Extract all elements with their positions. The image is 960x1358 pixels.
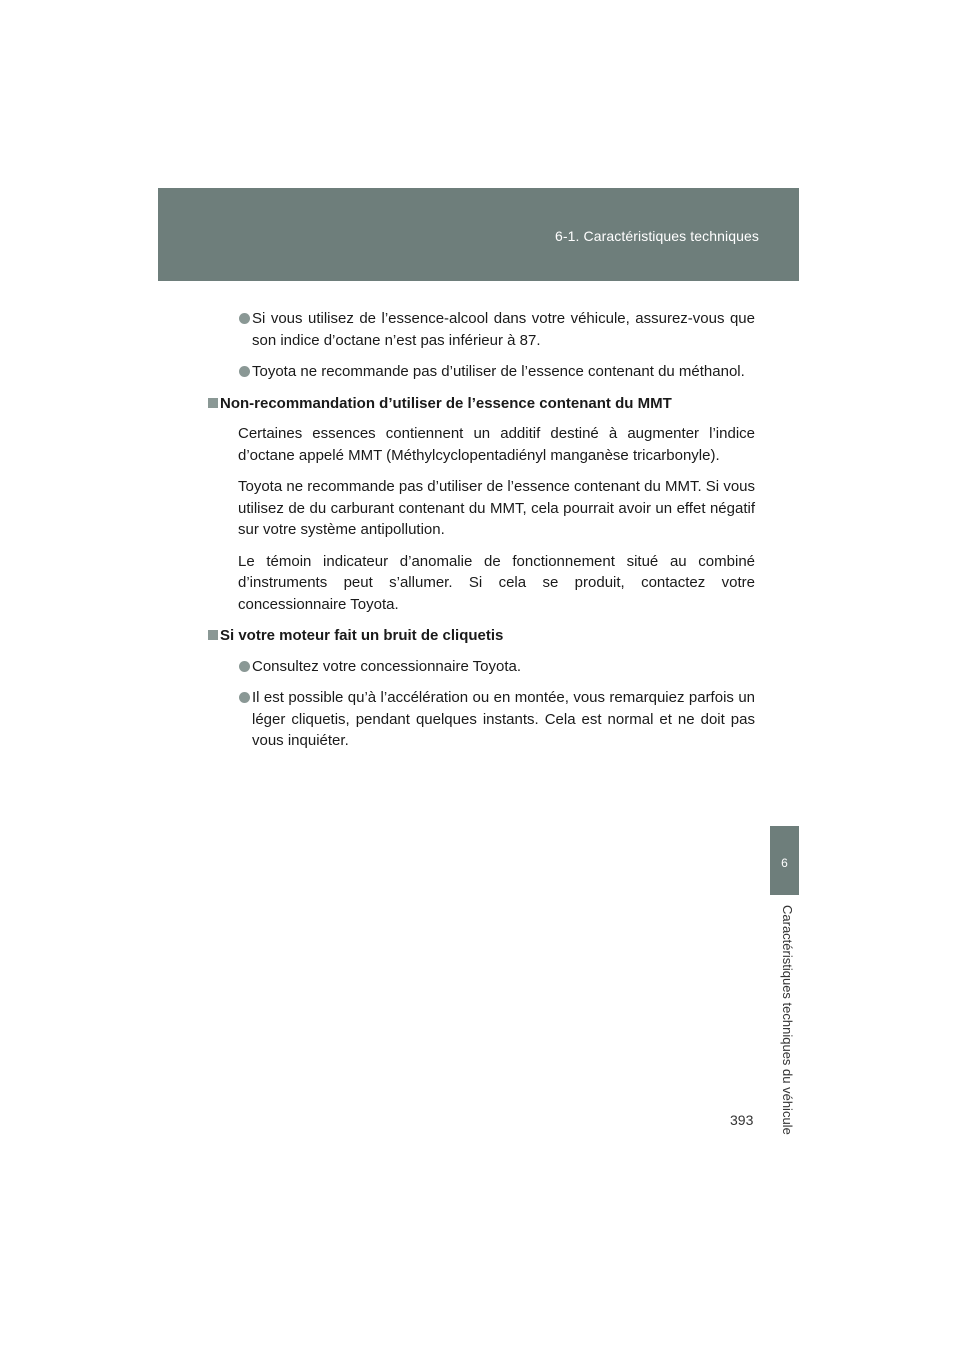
bullet-text: Il est possible qu’à l’accélération ou en montée, vous remarquiez parfois un léger cliquetis, pendant quelques instants. Cela est normal et ne doit pas vous inquiéter. xyxy=(252,689,755,749)
page-number: 393 xyxy=(730,1112,754,1128)
chapter-label: Caractéristiques techniques du véhicule xyxy=(780,905,795,1135)
section-heading-text: Si votre moteur fait un bruit de cliquetis xyxy=(220,627,504,644)
bullet-text: Consultez votre concessionnaire Toyota. xyxy=(252,657,522,675)
section-title: 6-1. Caractéristiques techniques xyxy=(555,228,759,244)
bullet-item xyxy=(223,308,755,351)
section-heading xyxy=(206,393,755,415)
bullet-item xyxy=(223,361,755,383)
bullet-icon xyxy=(239,313,250,324)
paragraph: Toyota ne recommande pas d’utiliser de l’essence contenant du MMT. Si vous utilisez de du carburant contenant du MMT, cela pourrait avoir un effet négatif sur votre système antipollution. xyxy=(238,478,755,538)
bullet-text: Si vous utilisez de l’essence-alcool dans votre véhicule, assurez-vous que son indice d’octane n’est pas inférieur à 87. xyxy=(252,310,755,349)
header-band xyxy=(158,188,799,281)
square-bullet-icon xyxy=(208,398,218,408)
bullet-icon xyxy=(239,692,250,703)
chapter-number: 6 xyxy=(781,856,788,870)
bullet-icon xyxy=(239,661,250,672)
section-heading-text: Non-recommandation d’utiliser de l’essence contenant du MMT xyxy=(220,394,672,412)
paragraph: Le témoin indicateur d’anomalie de fonctionnement situé au combiné d’instruments peut s’allumer. Si cela se produit, contactez votre concessionnaire Toyota. xyxy=(238,552,755,613)
bullet-text: Toyota ne recommande pas d’utiliser de l’essence contenant du méthanol. xyxy=(252,363,745,380)
section-heading xyxy=(206,625,755,647)
paragraph: Certaines essences contiennent un additif destiné à augmenter l’indice d’octane appelé MMT (Méthylcyclopentadiényl manganèse tricarbonyle). xyxy=(238,425,755,464)
square-bullet-icon xyxy=(208,630,218,640)
bullet-item xyxy=(223,687,755,752)
bullet-icon xyxy=(239,366,250,377)
page-content xyxy=(220,308,755,762)
chapter-tab xyxy=(770,826,799,895)
bullet-item xyxy=(223,656,755,678)
